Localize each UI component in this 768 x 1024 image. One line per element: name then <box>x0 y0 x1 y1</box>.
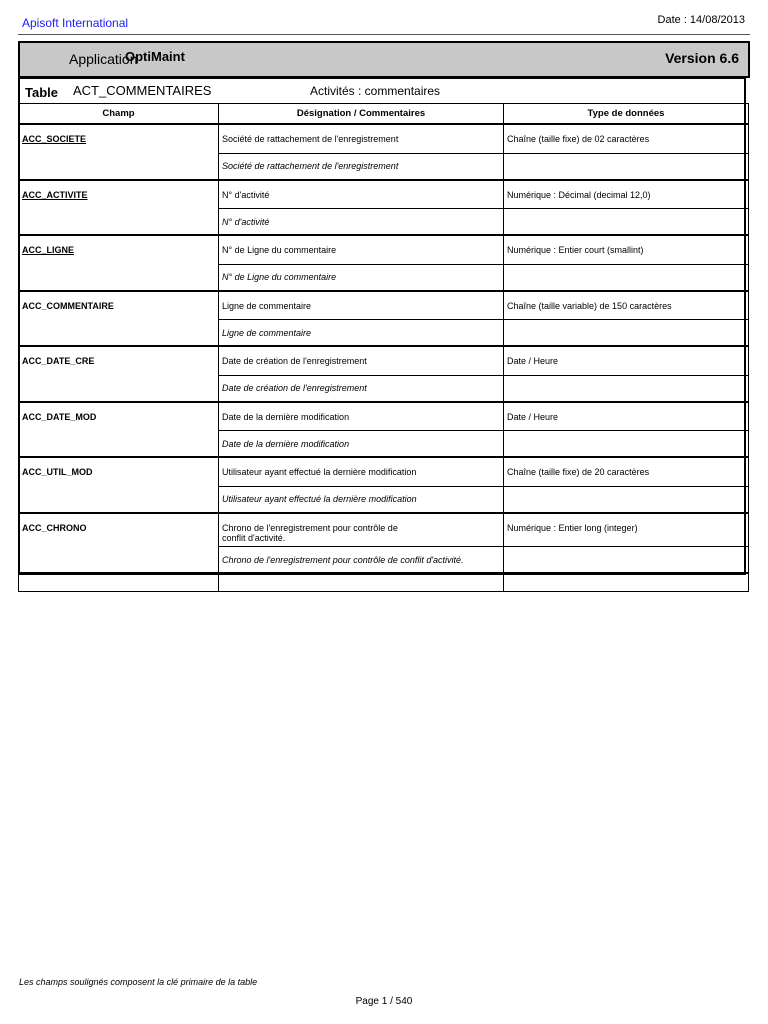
column-header-row <box>19 104 749 125</box>
field-designation: Date de la dernière modification <box>219 402 504 431</box>
blank-cell <box>504 573 749 592</box>
table-label: Table <box>25 85 58 100</box>
field-designation: N° d'activité <box>219 180 504 209</box>
field-designation-text: Chrono de l'enregistrement pour contrôle de conflit d'activité. <box>222 522 398 543</box>
field-comment-type-cell <box>504 320 749 347</box>
field-row <box>19 457 749 486</box>
field-comment: N° de Ligne du commentaire <box>219 264 504 291</box>
field-comment: Date de création de l'enregistrement <box>219 375 504 402</box>
field-type: Chaîne (taille fixe) de 20 caractères <box>504 457 749 486</box>
company-name: Apisoft International <box>22 16 129 30</box>
field-row <box>19 180 749 209</box>
field-name-text: ACC_DATE_CRE <box>22 356 95 366</box>
application-name: OptiMaint <box>125 49 185 64</box>
field-name <box>19 513 219 574</box>
application-version: Version 6.6 <box>665 50 739 66</box>
field-row <box>19 513 749 547</box>
field-name <box>19 235 219 291</box>
field-name-text: ACC_UTIL_MOD <box>22 467 93 477</box>
field-comment: Utilisateur ayant effectué la dernière modification <box>219 486 504 513</box>
field-row <box>19 402 749 431</box>
table-description: Activités : commentaires <box>310 84 441 98</box>
field-name <box>19 402 219 458</box>
field-comment-type-cell <box>504 375 749 402</box>
blank-row <box>19 573 749 592</box>
field-name-text: ACC_CHRONO <box>22 522 87 533</box>
field-designation: N° de Ligne du commentaire <box>219 235 504 264</box>
field-name-text: ACC_LIGNE <box>22 245 75 255</box>
primary-key-note: Les champs soulignés composent la clé primaire de la table <box>19 977 258 987</box>
field-comment-type-cell <box>504 153 749 180</box>
table-definition <box>18 77 746 575</box>
blank-cell <box>19 573 219 592</box>
document-date: Date : 14/08/2013 <box>657 14 745 26</box>
field-comment-type-cell <box>504 209 749 236</box>
column-header-champ: Champ <box>19 104 219 125</box>
field-name <box>19 291 219 347</box>
field-name-text: ACC_SOCIETE <box>22 134 87 144</box>
field-comment-type-cell <box>504 547 749 574</box>
field-type: Numérique : Entier court (smallint) <box>504 235 749 264</box>
field-comment-type-cell <box>504 431 749 458</box>
application-bar <box>18 41 750 78</box>
application-label: Application <box>69 51 138 67</box>
table-header <box>20 79 744 104</box>
blank-cell <box>219 573 504 592</box>
field-type: Chaîne (taille variable) de 150 caractères <box>504 291 749 320</box>
field-name-text: ACC_COMMENTAIRE <box>22 300 114 311</box>
field-designation: Date de création de l'enregistrement <box>219 346 504 375</box>
field-name <box>19 124 219 180</box>
field-comment: Société de rattachement de l'enregistrement <box>219 153 504 180</box>
field-comment: Date de la dernière modification <box>219 431 504 458</box>
field-comment-type-cell <box>504 486 749 513</box>
header-rule <box>18 34 750 35</box>
field-comment: N° d'activité <box>219 209 504 236</box>
field-row <box>19 346 749 375</box>
fields-table <box>18 103 749 592</box>
field-type: Numérique : Décimal (decimal 12,0) <box>504 180 749 209</box>
field-designation <box>219 513 504 547</box>
page-number: Page 1 / 540 <box>355 996 413 1007</box>
column-header-designation: Désignation / Commentaires <box>219 104 504 125</box>
field-row <box>19 235 749 264</box>
field-row <box>19 291 749 320</box>
column-header-type: Type de données <box>504 104 749 125</box>
field-name <box>19 346 219 402</box>
field-comment: Ligne de commentaire <box>219 320 504 347</box>
field-name-text: ACC_ACTIVITE <box>22 189 88 200</box>
field-type: Date / Heure <box>504 346 749 375</box>
field-row <box>19 124 749 153</box>
field-name <box>19 180 219 236</box>
field-comment-type-cell <box>504 264 749 291</box>
field-type: Date / Heure <box>504 402 749 431</box>
field-designation: Utilisateur ayant effectué la dernière modification <box>219 457 504 486</box>
field-comment: Chrono de l'enregistrement pour contrôle de conflit d'activité. <box>219 547 504 574</box>
field-designation: Société de rattachement de l'enregistrement <box>219 124 504 153</box>
field-name <box>19 457 219 513</box>
field-type: Chaîne (taille fixe) de 02 caractères <box>504 124 749 153</box>
field-designation: Ligne de commentaire <box>219 291 504 320</box>
table-name: ACT_COMMENTAIRES <box>73 83 212 98</box>
field-type: Numérique : Entier long (integer) <box>504 513 749 547</box>
field-name-text: ACC_DATE_MOD <box>22 411 97 422</box>
fields-body <box>19 124 749 592</box>
